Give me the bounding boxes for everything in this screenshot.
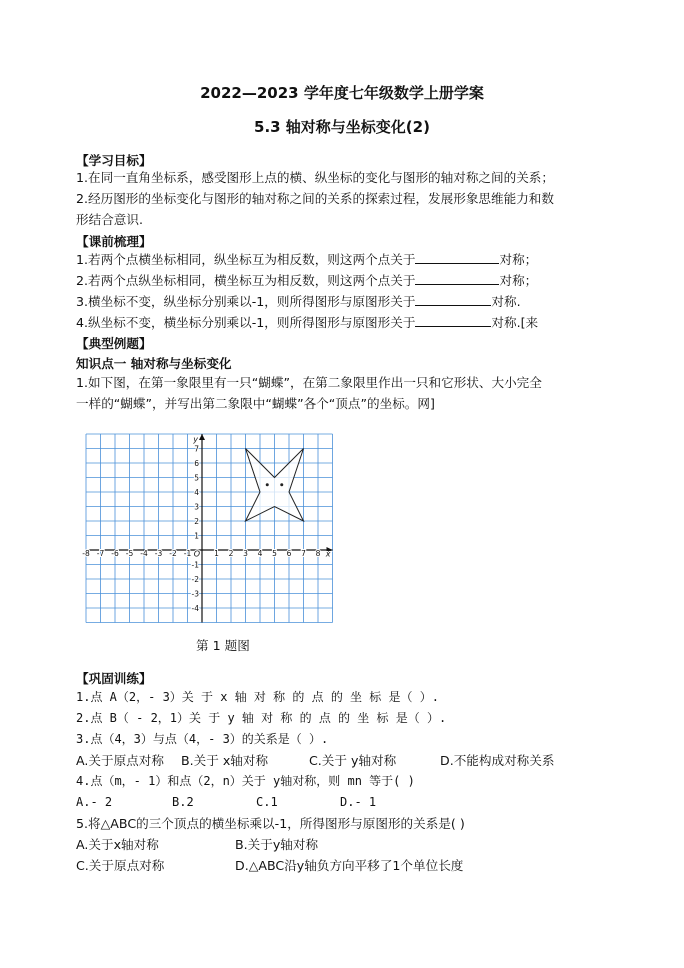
review-item-4-text: 4.纵坐标不变，横坐标分别乘以-1，则所得图形与原图形关于 — [76, 315, 416, 330]
q3-option-a: A.关于原点对称 — [76, 753, 164, 768]
q5-option-c: C.关于原点对称 — [76, 858, 165, 873]
x-tick-label: 6 — [286, 549, 292, 558]
lesson-subtitle: 5.3 轴对称与坐标变化(2) — [254, 118, 430, 136]
practice-q1: 1.点 A（2，- 3）关 于 x 轴 对 称 的 点 的 坐 标 是（ ）. — [76, 690, 439, 704]
objectives-heading: 【学习目标】 — [76, 153, 152, 168]
q3-option-b: B.关于 x轴对称 — [181, 753, 269, 768]
practice-q3: 3.点（4，3）与点（4，- 3）的关系是（ ）. — [76, 732, 329, 746]
y-tick-label: 2 — [194, 517, 199, 526]
y-tick-label: 3 — [194, 502, 199, 512]
x-tick-label: -1 — [183, 549, 192, 558]
q3-option-c: C.关于 y轴对称 — [309, 753, 397, 768]
review-item-3-tail: 对称. — [491, 294, 521, 309]
y-tick-label: -3 — [191, 589, 199, 599]
x-tick-label: -4 — [140, 549, 148, 558]
y-axis-arrow — [199, 434, 205, 440]
y-tick-label: 1 — [194, 531, 199, 541]
practice-q4: 4.点（m，- 1）和点（2，n）关于 y轴对称，则 mn 等于( ) — [76, 774, 415, 788]
y-axis-label: y — [193, 435, 198, 444]
q3-option-d: D.不能构成对称关系 — [440, 753, 555, 768]
x-axis-label: x — [325, 549, 331, 559]
x-tick-label: -6 — [111, 549, 119, 558]
practice-heading: 【巩固训练】 — [76, 671, 152, 686]
origin-label: O — [193, 549, 200, 559]
document-title: 2022—2023 学年度七年级数学上册学案 — [200, 84, 484, 102]
x-tick-label: 2 — [228, 549, 234, 558]
review-item-4-tail: 对称.[来 — [491, 315, 539, 330]
review-item-4 — [76, 313, 538, 331]
figure-caption: 第 1 题图 — [196, 638, 250, 653]
examples-heading: 【典型例题】 — [76, 336, 152, 351]
x-tick-label: 1 — [214, 549, 219, 558]
q4-option-a: A.- 2 — [76, 795, 113, 809]
q4-option-c: C.1 — [256, 795, 278, 809]
coordinate-grid-figure — [84, 432, 346, 620]
q5-option-d: D.△ABC沿y轴负方向平移了1个单位长度 — [235, 858, 464, 873]
x-tick-label: -2 — [169, 549, 177, 558]
y-tick-label: 4 — [194, 488, 199, 497]
review-heading: 【课前梳理】 — [76, 234, 152, 249]
objective-1: 1.在同一直角坐标系，感受图形上点的横、纵坐标的变化与图形的轴对称之间的关系； — [76, 170, 554, 185]
q4-option-d: D.- 1 — [340, 795, 377, 809]
objective-2a: 2.经历图形的坐标变化与图形的轴对称之间的关系的探索过程，发展形象思维能力和数 — [76, 191, 554, 206]
q5-option-a: A.关于x轴对称 — [76, 837, 159, 852]
x-tick-label: -7 — [96, 549, 105, 558]
practice-q2: 2.点 B（ - 2，1）关 于 y 轴 对 称 的 点 的 坐 标 是（ ）. — [76, 711, 447, 725]
x-tick-label: 4 — [257, 549, 263, 558]
butterfly-eye-dot — [266, 483, 269, 486]
x-tick-label: 5 — [272, 549, 277, 558]
x-tick-label: -5 — [125, 549, 134, 558]
butterfly-eye-dot — [280, 483, 283, 486]
knowledge-point-title: 知识点一 轴对称与坐标变化 — [76, 356, 232, 371]
practice-q5: 5.将△ABC的三个顶点的横坐标乘以-1，所得图形与原图形的关系是( ) — [76, 816, 465, 831]
review-item-1-tail: 对称； — [499, 252, 538, 267]
review-item-2-tail: 对称； — [499, 273, 538, 288]
example-1-line2: 一样的“蝴蝶”，并写出第二象限中“蝴蝶”各个“顶点”的坐标。网] — [76, 396, 435, 411]
objective-2b: 形结合意识. — [76, 212, 143, 227]
y-tick-label: -2 — [191, 575, 199, 584]
x-tick-label: -3 — [154, 549, 163, 558]
y-tick-label: 5 — [194, 473, 199, 483]
answer-blank[interactable] — [415, 292, 491, 306]
x-tick-label: 8 — [315, 549, 321, 558]
review-item-1 — [76, 250, 537, 268]
x-tick-label: 7 — [301, 549, 306, 558]
answer-blank[interactable] — [415, 271, 499, 285]
y-tick-label: 6 — [194, 459, 199, 468]
answer-blank[interactable] — [415, 250, 499, 264]
q4-option-b: B.2 — [172, 795, 194, 809]
review-item-1-text: 1.若两个点横坐标相同，纵坐标互为相反数，则这两个点关于 — [76, 252, 416, 267]
x-tick-label: 3 — [243, 549, 248, 558]
answer-blank[interactable] — [415, 313, 491, 327]
x-tick-label: -8 — [82, 549, 90, 558]
review-item-2-text: 2.若两个点纵坐标相同，横坐标互为相反数，则这两个点关于 — [76, 273, 416, 288]
review-item-3 — [76, 292, 521, 310]
y-tick-label: 7 — [194, 444, 199, 454]
q5-option-b: B.关于y轴对称 — [235, 837, 319, 852]
review-item-3-text: 3.横坐标不变，纵坐标分别乘以-1，则所得图形与原图形关于 — [76, 294, 416, 309]
y-tick-label: -1 — [191, 560, 199, 570]
example-1-line1: 1.如下图，在第一象限里有一只“蝴蝶”，在第二象限里作出一只和它形状、大小完全 — [76, 375, 542, 390]
review-item-2 — [76, 271, 537, 289]
y-tick-label: -4 — [191, 604, 199, 613]
